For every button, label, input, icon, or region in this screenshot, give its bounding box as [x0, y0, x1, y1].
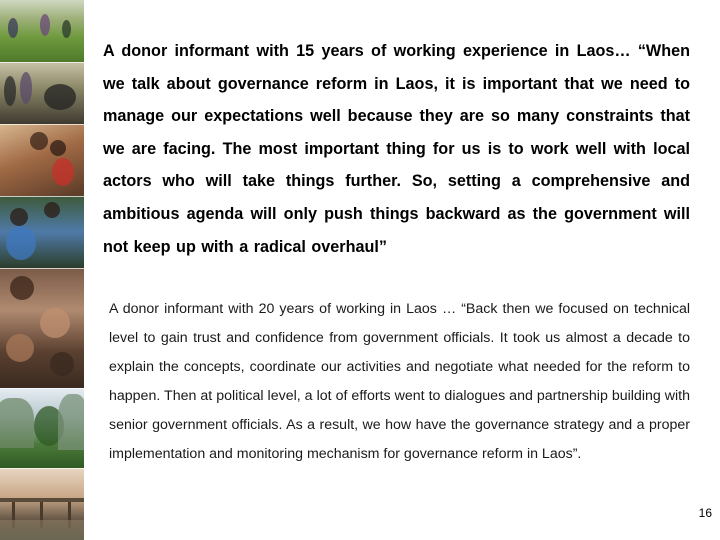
villagers-portrait-photo	[0, 268, 84, 388]
women-in-forest-photo	[0, 196, 84, 268]
photo-strip	[0, 0, 84, 540]
page-number: 16	[698, 506, 712, 520]
villagers-with-buffalo-photo	[0, 62, 84, 124]
karst-landscape-photo	[0, 388, 84, 468]
rice-field-workers-photo	[0, 0, 84, 62]
second-quote-paragraph: A donor informant with 20 years of working in Laos … “Back then we focused on technical level to gain trust and confidence from government officials. It took us almost a decade to explain the concepts, coordinate our activities and negotiate what needed for the reform to happen. Then at political level, a lot of efforts went to dialogues and partnership building with senior government officials. As a result, we how have the governance strategy and a proper implementation and monitoring mechanism for governance reform in Laos”.	[109, 301, 690, 463]
family-group-photo	[0, 124, 84, 196]
first-quote-paragraph: A donor informant with 15 years of working experience in Laos… “When we talk about governance reform in Laos, it is important that we need to manage our expectations well because they are so many constraints that we are facing. The most important thing for us is to work well with local actors who will take things further. So, setting a comprehensive and ambitious agenda will only push things backward as the government will not keep up with a radical overhaul”	[103, 42, 690, 256]
bridge-photo	[0, 468, 84, 540]
